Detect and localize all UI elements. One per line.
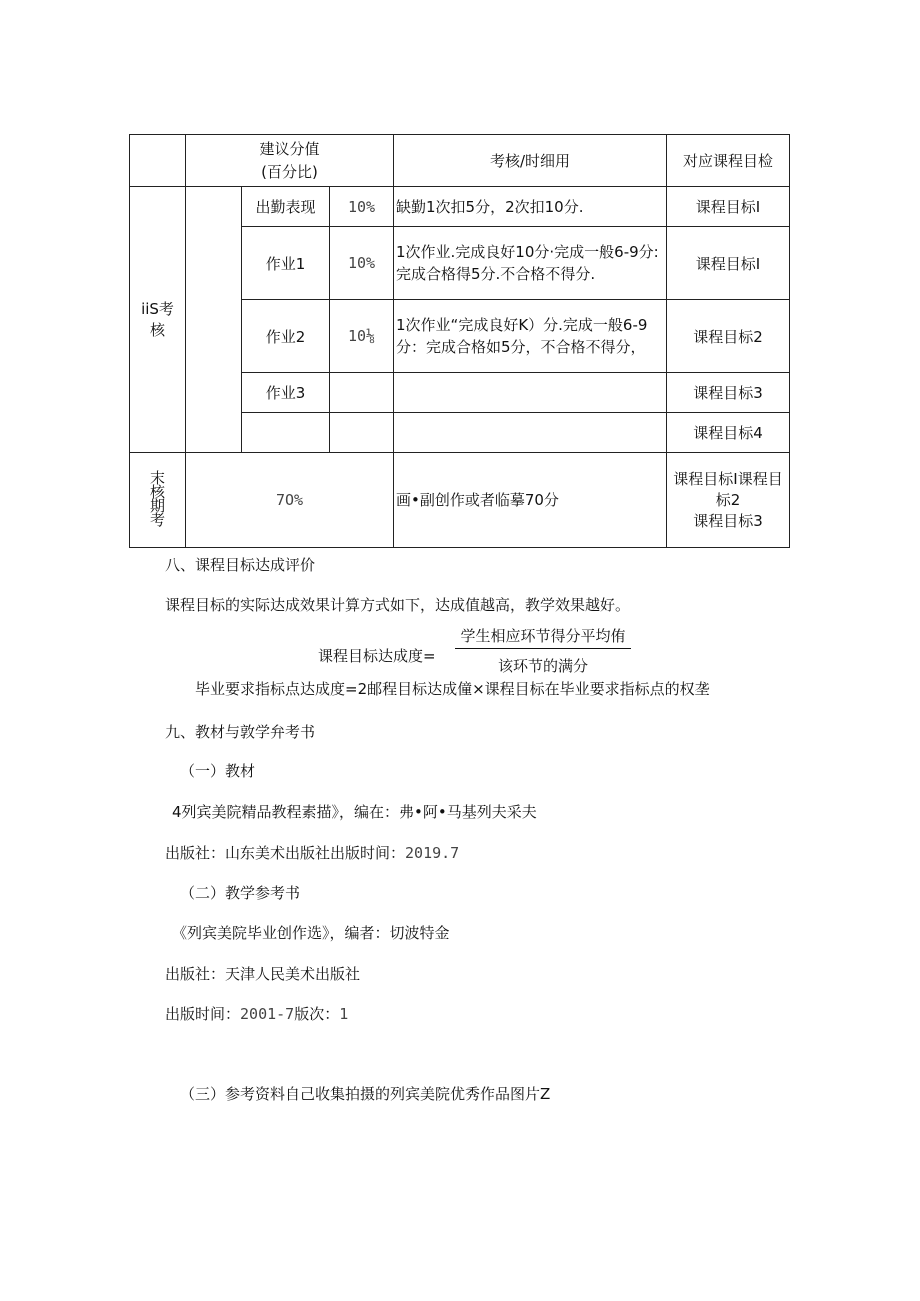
- row-criteria: 1次作业.完成良好10分·完成一般6-9分:完成合格得5分.不合格不得分.: [394, 227, 667, 300]
- textbook-publisher: 出版社：山东美术出版社出版时间：2019.7: [165, 844, 460, 862]
- header-criteria: 考核/时细用: [394, 135, 667, 187]
- reference-title: 《列宾美院毕业创作选》，编者：切波特金: [172, 924, 450, 942]
- row-item: 作业1: [242, 227, 330, 300]
- textbook-subheading: （一）教材: [180, 762, 256, 780]
- header-score-cell: [186, 135, 394, 187]
- row-percent: 10%: [330, 227, 394, 300]
- formula-graduation: 毕业要求指标点达成度=2邮程目标达成僮×课程目标在毕业要求指标点的权垄: [195, 680, 710, 698]
- row-item: 出勤表现: [242, 187, 330, 227]
- section9-heading: 九、教材与敦学弁考书: [165, 723, 316, 741]
- row-target: 课程目标4: [667, 413, 790, 453]
- process-empty-cell: [186, 187, 242, 453]
- table-row: [130, 187, 790, 227]
- final-exam-target: 课程目标I课程目 标2 课程目标3: [667, 453, 790, 548]
- formula-fraction: [455, 625, 631, 676]
- final-exam-criteria: 画•副创作或者临摹70分: [394, 453, 667, 548]
- row-item: 作业2: [242, 300, 330, 373]
- process-assessment-label: iiS考 核: [130, 187, 186, 453]
- reference-publish-info: 出版时间：2001-7版次：1: [165, 1005, 349, 1023]
- section8-heading: 八、课程目标达成评价: [165, 556, 316, 574]
- final-exam-row: [130, 453, 790, 548]
- row-criteria: [394, 373, 667, 413]
- row-target: 课程目标I: [667, 227, 790, 300]
- header-empty-cell: [130, 135, 186, 187]
- materials-subheading: （三）参考资料自己收集拍摄的列宾美院优秀作品图片Z: [180, 1085, 551, 1103]
- textbook-title: 4列宾美院精品教程素描》，编在：弗•阿•马基列夫采夫: [172, 803, 537, 821]
- row-percent: 10⅛: [330, 300, 394, 373]
- row-item: [242, 413, 330, 453]
- assessment-table: [129, 134, 790, 548]
- final-exam-label: 末核期考: [130, 453, 186, 548]
- textbook-date: 2019.7: [405, 844, 460, 862]
- table-header-row: [130, 135, 790, 187]
- reference-publisher: 出版社：天津人民美术出版社: [165, 965, 361, 983]
- formula-numerator: 学生相应环节得分平均侑: [455, 625, 631, 649]
- row-criteria: 1次作业“完成良好K）分.完成一般6-9分：完成合格如5分，不合格不得分，: [394, 300, 667, 373]
- header-target: 对应课程目检: [667, 135, 790, 187]
- row-target: 课程目标2: [667, 300, 790, 373]
- row-percent: [330, 373, 394, 413]
- section8-intro: 课程目标的实际达成效果计算方式如下，达成值越高，教学效果越好。: [165, 596, 631, 614]
- final-exam-percent: 7O%: [186, 453, 394, 548]
- formula-label: 课程目标达成度=: [318, 647, 436, 665]
- row-criteria: [394, 413, 667, 453]
- reference-subheading: （二）教学参考书: [180, 884, 301, 902]
- reference-edition: 1: [339, 1005, 349, 1023]
- row-percent: 10%: [330, 187, 394, 227]
- reference-publish-time: 2001-7: [240, 1005, 295, 1023]
- row-target: 课程目标3: [667, 373, 790, 413]
- row-target: 课程目标I: [667, 187, 790, 227]
- row-item: 作业3: [242, 373, 330, 413]
- header-score-line1: 建议分值: [259, 139, 320, 158]
- header-score-line2: (百分比): [261, 162, 318, 181]
- row-percent: [330, 413, 394, 453]
- row-criteria: 缺勤1次扣5分，2次扣10分.: [394, 187, 667, 227]
- formula-denominator: 该环节的满分: [497, 657, 588, 675]
